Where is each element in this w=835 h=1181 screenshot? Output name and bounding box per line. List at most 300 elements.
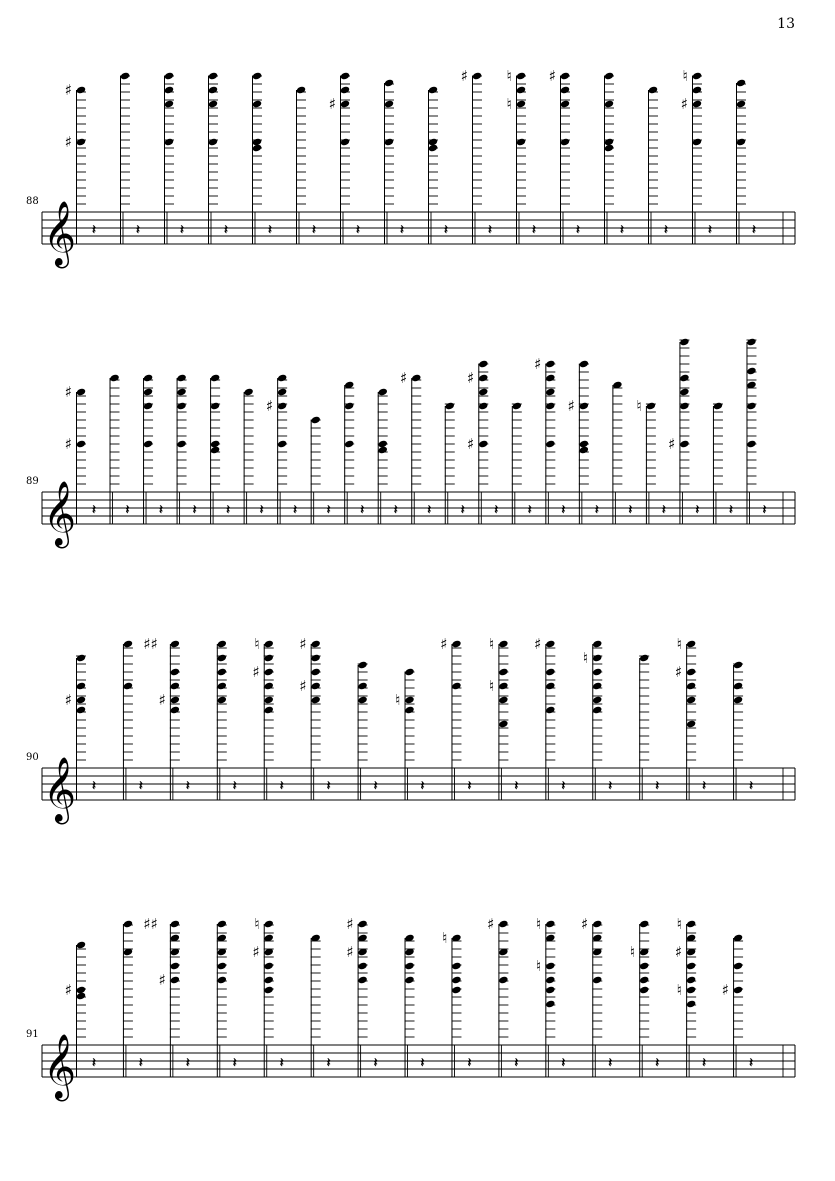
note-head	[252, 144, 262, 153]
sharp-icon: ♯	[346, 915, 354, 933]
natural-icon: ♮	[254, 915, 260, 933]
note-head	[243, 388, 253, 397]
note-head	[310, 668, 320, 677]
note-head	[164, 138, 174, 147]
quarter-rest-icon: 𝄽	[224, 223, 228, 238]
quarter-rest-icon: 𝄽	[762, 503, 767, 518]
quarter-rest-icon: 𝄽	[400, 223, 404, 238]
chord	[534, 355, 565, 524]
note-head	[545, 360, 555, 369]
note-head	[545, 402, 555, 411]
quarter-rest-icon: 𝄽	[393, 503, 398, 518]
note-head	[545, 640, 555, 649]
note-head	[639, 654, 649, 663]
quarter-rest-icon: 𝄽	[608, 779, 613, 794]
note-head	[686, 986, 696, 995]
note-head	[357, 696, 367, 705]
note-head	[340, 72, 350, 81]
sharp-icon: ♯	[64, 81, 72, 99]
note-head	[404, 962, 414, 971]
chord	[252, 635, 283, 800]
note-head	[170, 976, 180, 985]
note-head	[123, 920, 133, 929]
note-head	[451, 640, 461, 649]
note-head	[478, 374, 488, 383]
sharp-icon: ♯	[328, 95, 336, 113]
quarter-rest-icon: 𝄽	[695, 503, 700, 518]
note-head	[170, 640, 180, 649]
note-head	[736, 138, 746, 147]
quarter-rest-icon: 𝄽	[356, 223, 360, 238]
note-head	[264, 976, 274, 985]
note-head	[296, 86, 306, 95]
note-head	[512, 402, 522, 411]
note-head	[143, 440, 153, 449]
note-head	[516, 86, 526, 95]
quarter-rest-icon: 𝄽	[226, 503, 231, 518]
quarter-rest-icon: 𝄽	[467, 1056, 472, 1071]
note-head	[451, 962, 461, 971]
note-head	[208, 86, 218, 95]
quarter-rest-icon: 𝄽	[561, 1056, 566, 1071]
quarter-rest-icon: 𝄽	[259, 503, 264, 518]
natural-icon: ♮	[535, 915, 542, 933]
treble-clef-icon: 𝄞	[43, 757, 77, 822]
note-head	[384, 138, 394, 147]
note-head	[277, 402, 287, 411]
note-head	[478, 402, 488, 411]
quarter-rest-icon: 𝄽	[138, 1056, 143, 1071]
note-head	[579, 360, 589, 369]
note-head	[170, 696, 180, 705]
note-head	[498, 682, 508, 691]
quarter-rest-icon: 𝄽	[576, 223, 580, 238]
note-head	[692, 86, 702, 95]
note-head	[686, 962, 696, 971]
note-head	[357, 920, 367, 929]
note-head	[692, 72, 702, 81]
note-head	[310, 640, 320, 649]
treble-clef-icon: 𝄞	[43, 481, 77, 546]
note-head	[686, 696, 696, 705]
quarter-rest-icon: 𝄽	[444, 223, 448, 238]
note-head	[545, 976, 555, 985]
natural-icon: ♮	[676, 635, 683, 653]
note-head	[579, 402, 589, 411]
note-head	[646, 402, 656, 411]
measure-number: 91	[26, 1029, 39, 1040]
note-head	[404, 668, 414, 677]
note-head	[679, 374, 689, 383]
note-head	[264, 920, 274, 929]
note-head	[340, 138, 350, 147]
note-head	[264, 640, 274, 649]
note-head	[545, 374, 555, 383]
note-head	[76, 682, 86, 691]
chord	[637, 397, 666, 524]
note-head	[310, 654, 320, 663]
note-head	[472, 72, 482, 81]
quarter-rest-icon: 𝄽	[749, 779, 754, 794]
note-head	[746, 367, 756, 376]
sharp-icon: ♯	[64, 691, 72, 709]
note-head	[208, 72, 218, 81]
quarter-rest-icon: 𝄽	[92, 223, 96, 238]
sharp-icon: ♯	[668, 435, 676, 453]
note-head	[170, 706, 180, 715]
note-head	[639, 962, 649, 971]
quarter-rest-icon: 𝄽	[594, 503, 599, 518]
chord	[299, 635, 330, 800]
note-head	[746, 440, 756, 449]
quarter-rest-icon: 𝄽	[232, 1056, 237, 1071]
quarter-rest-icon: 𝄽	[467, 779, 472, 794]
quarter-rest-icon: 𝄽	[192, 503, 197, 518]
note-head	[592, 668, 602, 677]
chord	[143, 635, 190, 800]
note-head	[428, 86, 438, 95]
quarter-rest-icon: 𝄽	[92, 1056, 96, 1071]
staff-system	[26, 338, 795, 548]
chord	[489, 635, 518, 800]
note-head	[109, 374, 119, 383]
quarter-rest-icon: 𝄽	[326, 503, 331, 518]
sharp-icon: ♯	[64, 133, 72, 151]
quarter-rest-icon: 𝄽	[360, 503, 365, 518]
note-head	[604, 100, 614, 109]
note-head	[404, 696, 414, 705]
chord	[400, 369, 431, 524]
quarter-rest-icon: 𝄽	[420, 779, 425, 794]
quarter-rest-icon: 𝄽	[488, 223, 492, 238]
note-head	[679, 440, 689, 449]
note-head	[164, 100, 174, 109]
measure-number: 89	[26, 476, 39, 487]
note-head	[736, 100, 746, 109]
quarter-rest-icon: 𝄽	[92, 503, 96, 518]
natural-icon: ♮	[489, 635, 495, 653]
note-head	[76, 86, 86, 95]
quarter-rest-icon: 𝄽	[561, 503, 566, 518]
sharp-icon: ♯	[460, 67, 468, 85]
quarter-rest-icon: 𝄽	[136, 223, 140, 238]
note-head	[357, 661, 367, 670]
note-head	[277, 374, 287, 383]
note-head	[451, 986, 461, 995]
note-head	[264, 696, 274, 705]
note-head	[170, 682, 180, 691]
quarter-rest-icon: 𝄽	[514, 1056, 519, 1071]
measure-number: 90	[26, 752, 39, 763]
chord	[440, 635, 471, 800]
note-head	[340, 86, 350, 95]
quarter-rest-icon: 𝄽	[92, 779, 96, 794]
natural-icon: ♮	[442, 929, 448, 947]
note-head	[176, 402, 186, 411]
sharp-icon: ♯	[487, 915, 495, 933]
quarter-rest-icon: 𝄽	[728, 503, 733, 518]
natural-icon: ♮	[676, 981, 683, 999]
note-head	[217, 668, 227, 677]
treble-clef-icon: 𝄞	[43, 201, 77, 266]
note-head	[340, 100, 350, 109]
note-head	[560, 72, 570, 81]
note-head	[478, 440, 488, 449]
note-head	[592, 682, 602, 691]
quarter-rest-icon: 𝄽	[460, 503, 465, 518]
sharp-icon: ♯	[534, 635, 542, 653]
note-head	[445, 402, 455, 411]
note-head	[560, 138, 570, 147]
note-head	[170, 962, 180, 971]
note-head	[217, 962, 227, 971]
sharp-icon: ♯	[534, 355, 542, 373]
note-head	[686, 682, 696, 691]
staff-system	[26, 67, 795, 268]
measure-number: 88	[26, 196, 39, 207]
quarter-rest-icon: 𝄽	[159, 503, 164, 518]
natural-icon: ♮	[506, 95, 512, 113]
quarter-rest-icon: 𝄽	[125, 503, 130, 518]
quarter-rest-icon: 𝄽	[232, 779, 237, 794]
quarter-rest-icon: 𝄽	[620, 223, 624, 238]
note-head	[686, 640, 696, 649]
note-head	[451, 682, 461, 691]
note-head	[498, 696, 508, 705]
note-head	[384, 79, 394, 88]
chord	[461, 67, 492, 244]
natural-icon: ♮	[582, 649, 589, 667]
quarter-rest-icon: 𝄽	[373, 779, 378, 794]
note-head	[208, 100, 218, 109]
natural-icon: ♮	[535, 957, 542, 975]
note-head	[545, 668, 555, 677]
note-head	[404, 706, 414, 715]
note-head	[264, 654, 274, 663]
note-head	[252, 100, 262, 109]
note-head	[217, 654, 227, 663]
note-head	[733, 696, 743, 705]
sharp-icon: ♯	[467, 435, 475, 453]
note-head	[217, 682, 227, 691]
chord	[675, 635, 706, 800]
note-head	[217, 920, 227, 929]
sharp-icon: ♯	[252, 663, 260, 681]
note-head	[592, 640, 602, 649]
note-head	[176, 388, 186, 397]
quarter-rest-icon: 𝄽	[279, 779, 284, 794]
quarter-rest-icon: 𝄽	[326, 779, 331, 794]
page-number: 13	[777, 16, 795, 32]
quarter-rest-icon: 𝄽	[185, 1056, 190, 1071]
quarter-rest-icon: 𝄽	[752, 223, 756, 238]
quarter-rest-icon: 𝄽	[702, 1056, 707, 1071]
note-head	[478, 388, 488, 397]
note-head	[686, 1000, 696, 1009]
note-head	[123, 640, 133, 649]
note-head	[545, 682, 555, 691]
chord	[329, 72, 360, 244]
sharp-icon: ♯	[265, 397, 274, 415]
sharp-icon: ♯	[680, 95, 688, 113]
note-head	[264, 962, 274, 971]
sharp-icon: ♯	[346, 943, 354, 961]
sharp-icon: ♯	[64, 981, 72, 999]
chord	[467, 360, 498, 524]
note-head	[713, 402, 723, 411]
note-head	[560, 100, 570, 109]
sharp-icon: ♯	[252, 943, 260, 961]
note-head	[516, 138, 526, 147]
chord	[681, 67, 712, 244]
note-head	[176, 374, 186, 383]
quarter-rest-icon: 𝄽	[373, 1056, 378, 1071]
note-head	[679, 388, 689, 397]
note-head	[310, 416, 320, 425]
note-head	[264, 668, 274, 677]
note-head	[686, 720, 696, 729]
note-head	[746, 338, 756, 347]
note-head	[277, 388, 287, 397]
note-head	[545, 920, 555, 929]
natural-icon: ♮	[506, 67, 512, 85]
note-head	[733, 682, 743, 691]
note-head	[76, 941, 86, 950]
note-head	[686, 976, 696, 985]
natural-icon: ♮	[636, 397, 642, 415]
sharp-icon: ♯	[399, 369, 408, 387]
note-head	[428, 144, 438, 153]
quarter-rest-icon: 𝄽	[655, 779, 660, 794]
note-head	[679, 338, 689, 347]
note-head	[545, 1000, 555, 1009]
sharp-icon: ♯	[158, 971, 166, 989]
chord	[722, 934, 753, 1077]
note-head	[76, 138, 86, 147]
note-head	[579, 446, 589, 455]
natural-icon: ♮	[682, 67, 688, 85]
treble-clef-icon: 𝄞	[43, 1034, 77, 1099]
quarter-rest-icon: 𝄽	[138, 779, 143, 794]
note-head	[733, 661, 743, 670]
note-head	[76, 992, 86, 1001]
sharp-icon: ♯	[674, 943, 683, 961]
note-head	[498, 976, 508, 985]
note-head	[545, 986, 555, 995]
note-head	[378, 388, 388, 397]
note-head	[264, 682, 274, 691]
note-head	[498, 720, 508, 729]
quarter-rest-icon: 𝄽	[527, 503, 532, 518]
quarter-rest-icon: 𝄽	[427, 503, 432, 518]
quarter-rest-icon: 𝄽	[661, 503, 666, 518]
note-head	[210, 446, 220, 455]
sharp-icon: ♯	[567, 397, 575, 415]
note-head	[478, 360, 488, 369]
sharp-icon: ♯♯	[143, 915, 158, 933]
quarter-rest-icon: 𝄽	[312, 223, 316, 238]
chord	[507, 67, 536, 244]
note-head	[310, 696, 320, 705]
quarter-rest-icon: 𝄽	[326, 1056, 331, 1071]
note-head	[498, 640, 508, 649]
note-head	[176, 440, 186, 449]
note-head	[411, 374, 421, 383]
note-head	[277, 440, 287, 449]
note-head	[639, 976, 649, 985]
note-head	[545, 440, 555, 449]
note-head	[357, 962, 367, 971]
quarter-rest-icon: 𝄽	[268, 223, 272, 238]
note-head	[264, 986, 274, 995]
note-head	[210, 374, 220, 383]
note-head	[357, 976, 367, 985]
note-head	[252, 72, 262, 81]
note-head	[692, 138, 702, 147]
note-head	[516, 72, 526, 81]
sharp-icon: ♯	[581, 915, 589, 933]
natural-icon: ♮	[629, 943, 636, 961]
note-head	[76, 706, 86, 715]
sharp-icon: ♯	[721, 981, 730, 999]
note-head	[692, 100, 702, 109]
note-head	[217, 976, 227, 985]
natural-icon: ♮	[676, 915, 683, 933]
chord	[442, 929, 471, 1077]
note-head	[123, 682, 133, 691]
note-head	[76, 696, 86, 705]
note-head	[592, 976, 602, 985]
note-head	[310, 682, 320, 691]
note-head	[208, 138, 218, 147]
quarter-rest-icon: 𝄽	[514, 779, 519, 794]
note-head	[639, 986, 649, 995]
note-head	[76, 654, 86, 663]
note-head	[451, 976, 461, 985]
note-head	[76, 440, 86, 449]
note-head	[217, 640, 227, 649]
staff-system	[26, 915, 795, 1101]
quarter-rest-icon: 𝄽	[185, 779, 190, 794]
note-head	[344, 402, 354, 411]
quarter-rest-icon: 𝄽	[561, 779, 566, 794]
sharp-icon: ♯	[64, 383, 72, 401]
note-head	[120, 72, 130, 81]
note-head	[264, 706, 274, 715]
sharp-icon: ♯	[299, 635, 307, 653]
sharp-icon: ♯♯	[143, 635, 158, 653]
quarter-rest-icon: 𝄽	[420, 1056, 425, 1071]
chord	[534, 635, 565, 800]
note-head	[733, 986, 743, 995]
note-head	[545, 706, 555, 715]
sharp-icon: ♯	[158, 691, 166, 709]
quarter-rest-icon: 𝄽	[494, 503, 499, 518]
note-head	[686, 668, 696, 677]
sharp-icon: ♯	[299, 677, 307, 695]
note-head	[592, 654, 602, 663]
quarter-rest-icon: 𝄽	[664, 223, 668, 238]
note-head	[679, 402, 689, 411]
chord	[568, 360, 599, 524]
quarter-rest-icon: 𝄽	[749, 1056, 754, 1071]
note-head	[545, 388, 555, 397]
note-head	[217, 696, 227, 705]
note-head	[648, 86, 658, 95]
note-head	[604, 144, 614, 153]
sharp-icon: ♯	[64, 435, 72, 453]
note-head	[639, 920, 649, 929]
